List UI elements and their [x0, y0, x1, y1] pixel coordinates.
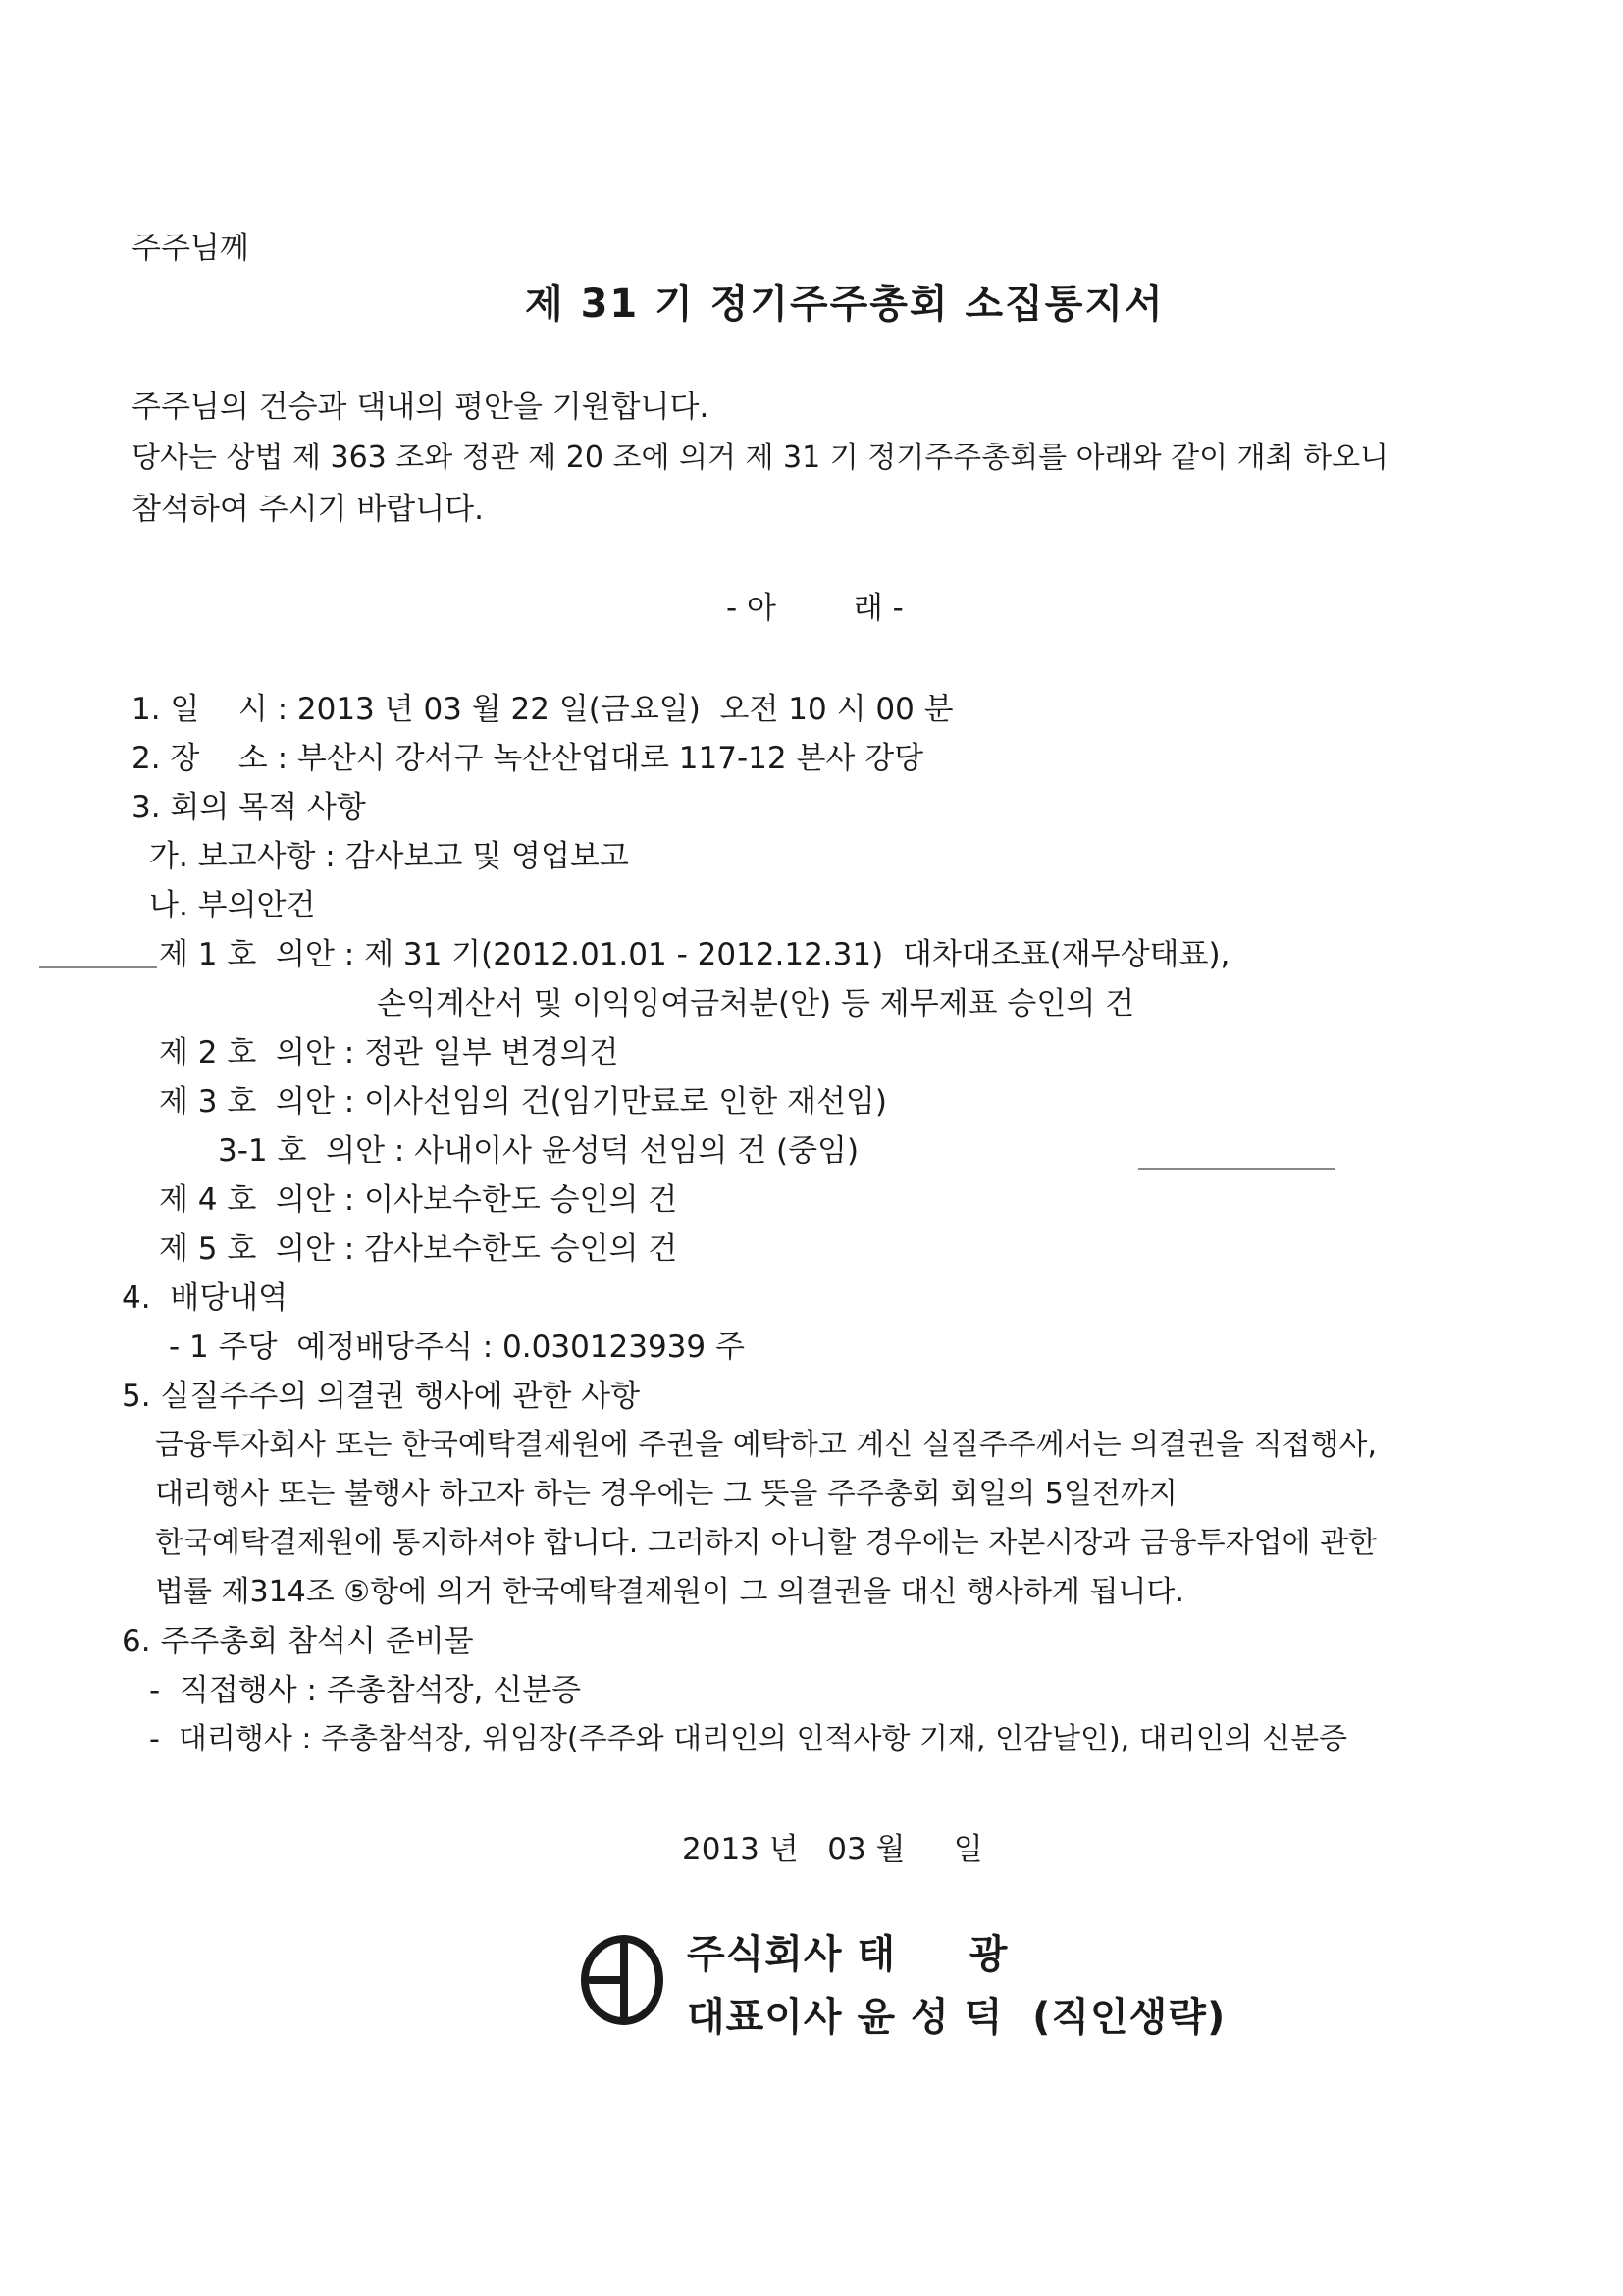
- prep-proxy: - 대리행사 : 주총참석장, 위임장(주주와 대리인의 인적사항 기재, 인감날인), 대리인의 신분증: [149, 1722, 1348, 1756]
- intro-line-3: 참석하여 주시기 바랍니다.: [131, 492, 484, 527]
- intro-line-1: 주주님의 건승과 댁내의 평안을 기원합니다.: [131, 390, 709, 425]
- item-dividend: - 1 주당 예정배당주식 : 0.030123939 주: [169, 1330, 745, 1365]
- company-representative: 대표이사 윤 성 덕 (직인생략): [687, 1995, 1227, 2040]
- agenda-5: 제 5 호 의안 : 감사보수한도 승인의 건: [159, 1231, 678, 1267]
- scan-noise: [1138, 1168, 1335, 1170]
- issue-date: 2013 년 03 월 일: [682, 1832, 983, 1867]
- prep-direct: - 직접행사 : 주총참석장, 신분증: [149, 1673, 582, 1708]
- voting-line-2: 대리행사 또는 불행사 하고자 하는 경우에는 그 뜻을 주주총회 회일의 5일전까지: [155, 1477, 1178, 1511]
- voting-line-4: 법률 제314조 ⑤항에 의거 한국예탁결제원이 그 의결권을 대신 행사하게 됩니다.: [155, 1575, 1184, 1609]
- voting-line-1: 금융투자회사 또는 한국예탁결제원에 주권을 예탁하고 계신 실질주주께서는 의결권을 직접행사,: [155, 1428, 1378, 1462]
- agenda-2: 제 2 호 의안 : 정관 일부 변경의건: [159, 1035, 619, 1070]
- section-mark: - 아 래 -: [726, 591, 904, 626]
- salutation: 주주님께: [131, 231, 249, 266]
- item-dividend-heading: 4. 배당내역: [122, 1280, 288, 1316]
- agenda-1a: 제 1 호 의안 : 제 31 기(2012.01.01 - 2012.12.31) 대차대조표(재무상태표),: [159, 937, 1230, 972]
- intro-line-2: 당사는 상법 제 363 조와 정관 제 20 조에 의거 제 31 기 정기주주총회를 아래와 같이 개최 하오니: [131, 441, 1389, 475]
- item-date: 1. 일 시 : 2013 년 03 월 22 일(금요일) 오전 10 시 00 분: [131, 692, 954, 727]
- agenda-3: 제 3 호 의안 : 이사선임의 건(임기만료로 인한 재선임): [159, 1084, 887, 1120]
- item-report: 가. 보고사항 : 감사보고 및 영업보고: [149, 839, 629, 874]
- agenda-3-1: 3-1 호 의안 : 사내이사 윤성덕 선임의 건 (중임): [218, 1133, 860, 1169]
- item-place: 2. 장 소 : 부산시 강서구 녹산산업대로 117-12 본사 강당: [131, 741, 924, 776]
- company-name: 주식회사 태 광: [687, 1932, 1009, 1977]
- item-prep-heading: 6. 주주총회 참석시 준비물: [122, 1624, 474, 1659]
- scan-noise: [39, 966, 157, 968]
- agenda-4: 제 4 호 의안 : 이사보수한도 승인의 건: [159, 1182, 678, 1218]
- item-purpose-heading: 3. 회의 목적 사항: [131, 790, 366, 825]
- item-agenda-heading: 나. 부의안건: [149, 888, 316, 923]
- voting-line-3: 한국예탁결제원에 통지하셔야 합니다. 그러하지 아니할 경우에는 자본시장과 금융투자업에 관한: [155, 1526, 1378, 1560]
- company-logo: [577, 1931, 665, 2029]
- document-title: 제 31 기 정기주주총회 소집통지서: [525, 282, 1165, 327]
- item-voting-heading: 5. 실질주주의 의결권 행사에 관한 사항: [122, 1379, 641, 1414]
- agenda-1b: 손익계산서 및 이익잉여금처분(안) 등 제무제표 승인의 건: [377, 986, 1135, 1021]
